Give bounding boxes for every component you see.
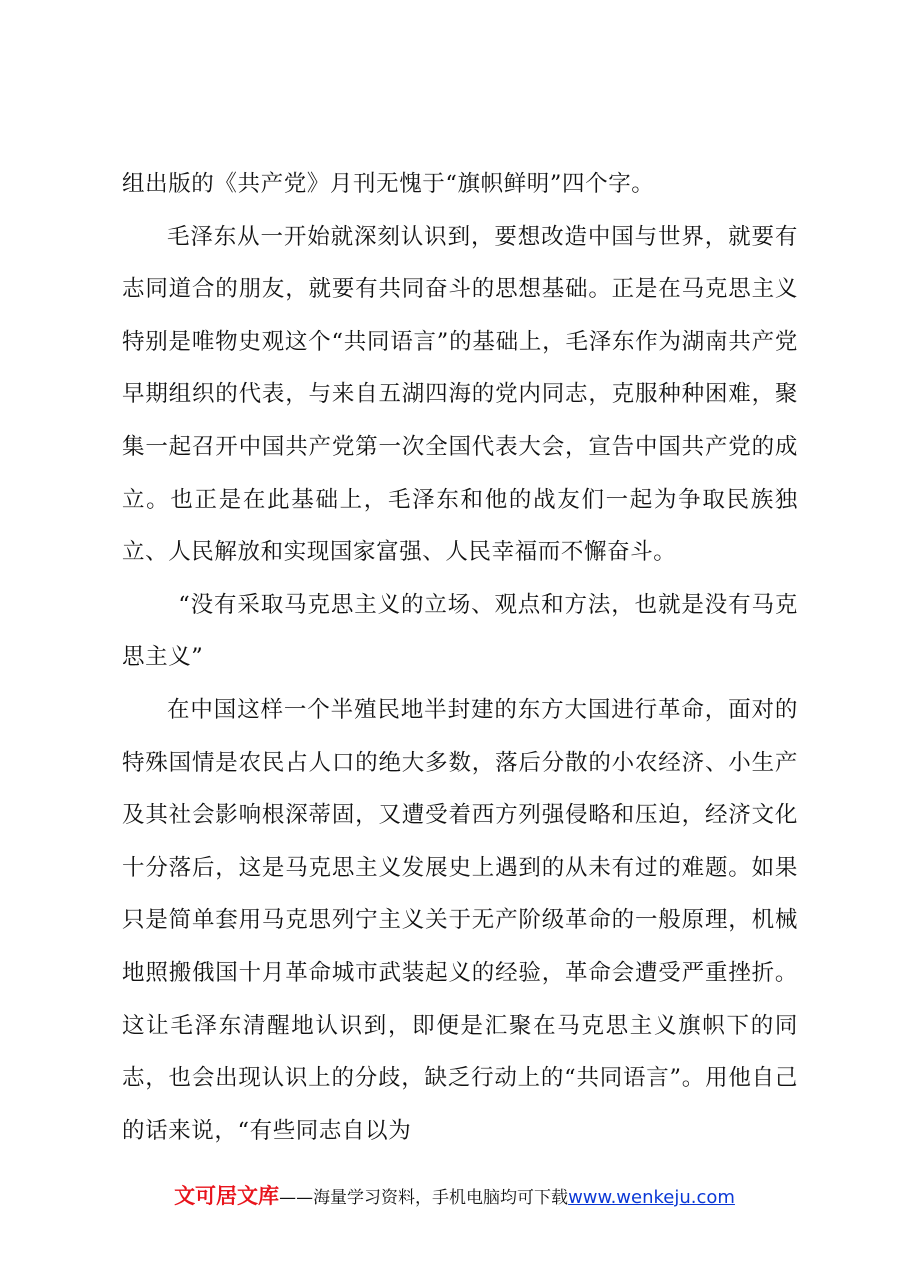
paragraph-continuation: 组出版的《共产党》月刊无愧于“旗帜鲜明”四个字。 [122, 171, 655, 197]
paragraph: 毛泽东从一开始就深刻认识到，要想改造中国与世界，就要有志同道合的朋友，就要有共同奋斗的思想基础。正是在马克思主义特别是唯物史观这个“共同语言”的基础上，毛泽东作为湖南共产党早期组织的代表，与来自五湖四海的党内同志，克服种种困难，聚集一起召开中国共产党第一次全国代表大会，宣告中国共产党的成立。也正是在此基础上，毛泽东和他的战友们一起为争取民族独立、人民解放和实现国家富强、人民幸福而不懈奋斗。 [122, 223, 798, 566]
paragraph: 在中国这样一个半殖民地半封建的东方大国进行革命，面对的特殊国情是农民占人口的绝大多数，落后分散的小农经济、小生产及其社会影响根深蒂固，又遭受着西方列强侵略和压迫，经济文化十分落后，这是马克思主义发展史上遇到的从未有过的难题。如果只是简单套用马克思列宁主义关于无产阶级革命的一般原理，机械地照搬俄国十月革命城市武装起义的经验，革命会遭受严重挫折。这让毛泽东清醒地认识到，即便是汇聚在马克思主义旗帜下的同志，也会出现认识上的分歧，缺乏行动上的“共同语言”。用他自己的话来说，“有些同志自以为 [122, 696, 798, 1144]
footer-brand: 文可居文库 [174, 1184, 280, 1208]
footer-link[interactable]: www.wenkeju.com [568, 1187, 735, 1208]
footer-tagline: ——海量学习资料，手机电脑均可下载 [279, 1188, 569, 1208]
section-heading: “没有采取马克思主义的立场、观点和方法，也就是没有马克思主义” [122, 591, 798, 671]
page-footer [0, 1181, 909, 1213]
document-body [122, 158, 798, 1157]
